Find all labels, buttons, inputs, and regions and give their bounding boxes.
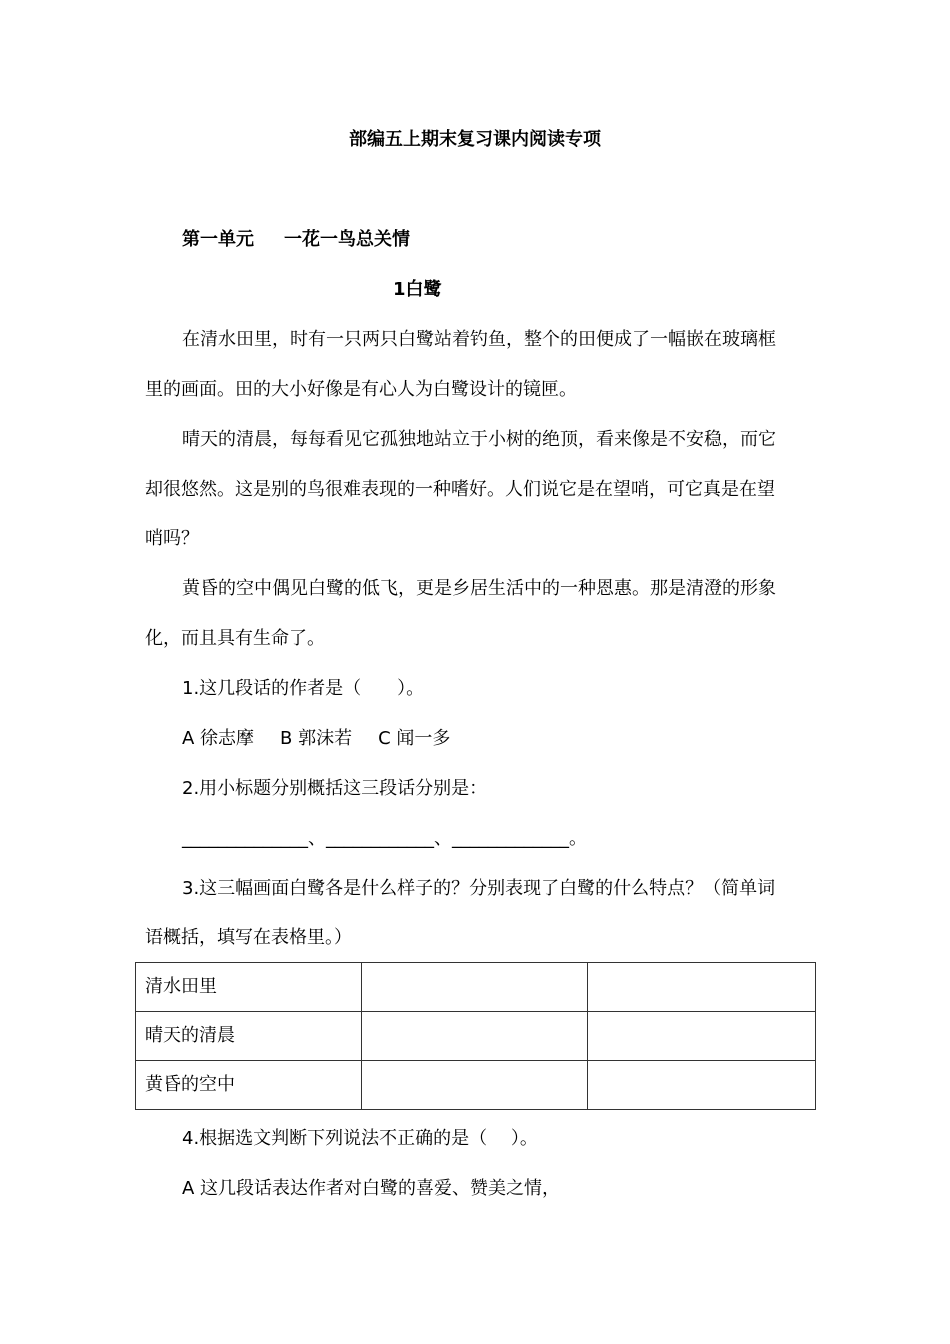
table-cell-scene: 黄昏的空中 xyxy=(136,1061,362,1110)
table-cell-answer[interactable] xyxy=(361,1061,588,1110)
answer-table xyxy=(135,962,816,1110)
question-4: 4.根据选文判断下列说法不正确的是（ ）。 xyxy=(182,1128,538,1149)
table-cell-scene: 清水田里 xyxy=(136,963,362,1012)
question-2: 2.用小标题分别概括这三段话分别是： xyxy=(182,778,488,799)
lesson-title xyxy=(393,278,442,302)
unit-label: 第一单元 xyxy=(182,229,254,250)
table-row xyxy=(136,1061,816,1110)
passage-line: 却很悠然。这是别的鸟很难表现的一种嗜好。人们说它是在望哨，可它真是在望 xyxy=(145,479,775,500)
table-cell-answer[interactable] xyxy=(361,1012,588,1061)
document-title: 部编五上期末复习课内阅读专项 xyxy=(349,129,601,150)
table-row xyxy=(136,963,816,1012)
table-cell-answer[interactable] xyxy=(588,1012,816,1061)
passage-line: 化，而且具有生命了。 xyxy=(145,628,325,649)
lesson-name: 白鹭 xyxy=(405,279,442,300)
passage-line: 黄昏的空中偶见白鹭的低飞，更是乡居生活中的一种恩惠。那是清澄的形象 xyxy=(182,578,776,599)
table-cell-answer[interactable] xyxy=(361,963,588,1012)
passage-line: 里的画面。田的大小好像是有心人为白鹭设计的镜匣。 xyxy=(145,379,577,400)
table-row xyxy=(136,1012,816,1061)
question-4-option-a: A 这几段话表达作者对白鹭的喜爱、赞美之情， xyxy=(182,1178,561,1199)
lesson-number: 1 xyxy=(393,279,406,300)
table-cell-scene: 晴天的清晨 xyxy=(136,1012,362,1061)
question-1-options xyxy=(182,727,450,751)
passage-line: 在清水田里，时有一只两只白鹭站着钓鱼，整个的田便成了一幅嵌在玻璃框 xyxy=(182,329,776,350)
option-b: B 郭沫若 xyxy=(280,728,353,749)
option-c: C 闻一多 xyxy=(378,728,451,749)
unit-heading xyxy=(182,228,410,252)
table-cell-answer[interactable] xyxy=(588,963,816,1012)
answer-blanks[interactable]: ______________、____________、_____________。 xyxy=(182,828,587,849)
passage-line: 哨吗？ xyxy=(145,528,199,549)
question-1: 1.这几段话的作者是（ ）。 xyxy=(182,678,425,699)
question-3: 3.这三幅画面白鹭各是什么样子的？分别表现了白鹭的什么特点？（简单词 xyxy=(182,878,776,899)
question-3-continued: 语概括，填写在表格里。） xyxy=(145,927,352,948)
passage-line: 晴天的清晨，每每看见它孤独地站立于小树的绝顶，看来像是不安稳，而它 xyxy=(182,429,776,450)
option-a: A 徐志摩 xyxy=(182,728,255,749)
table-cell-answer[interactable] xyxy=(588,1061,816,1110)
unit-theme: 一花一鸟总关情 xyxy=(284,229,410,250)
